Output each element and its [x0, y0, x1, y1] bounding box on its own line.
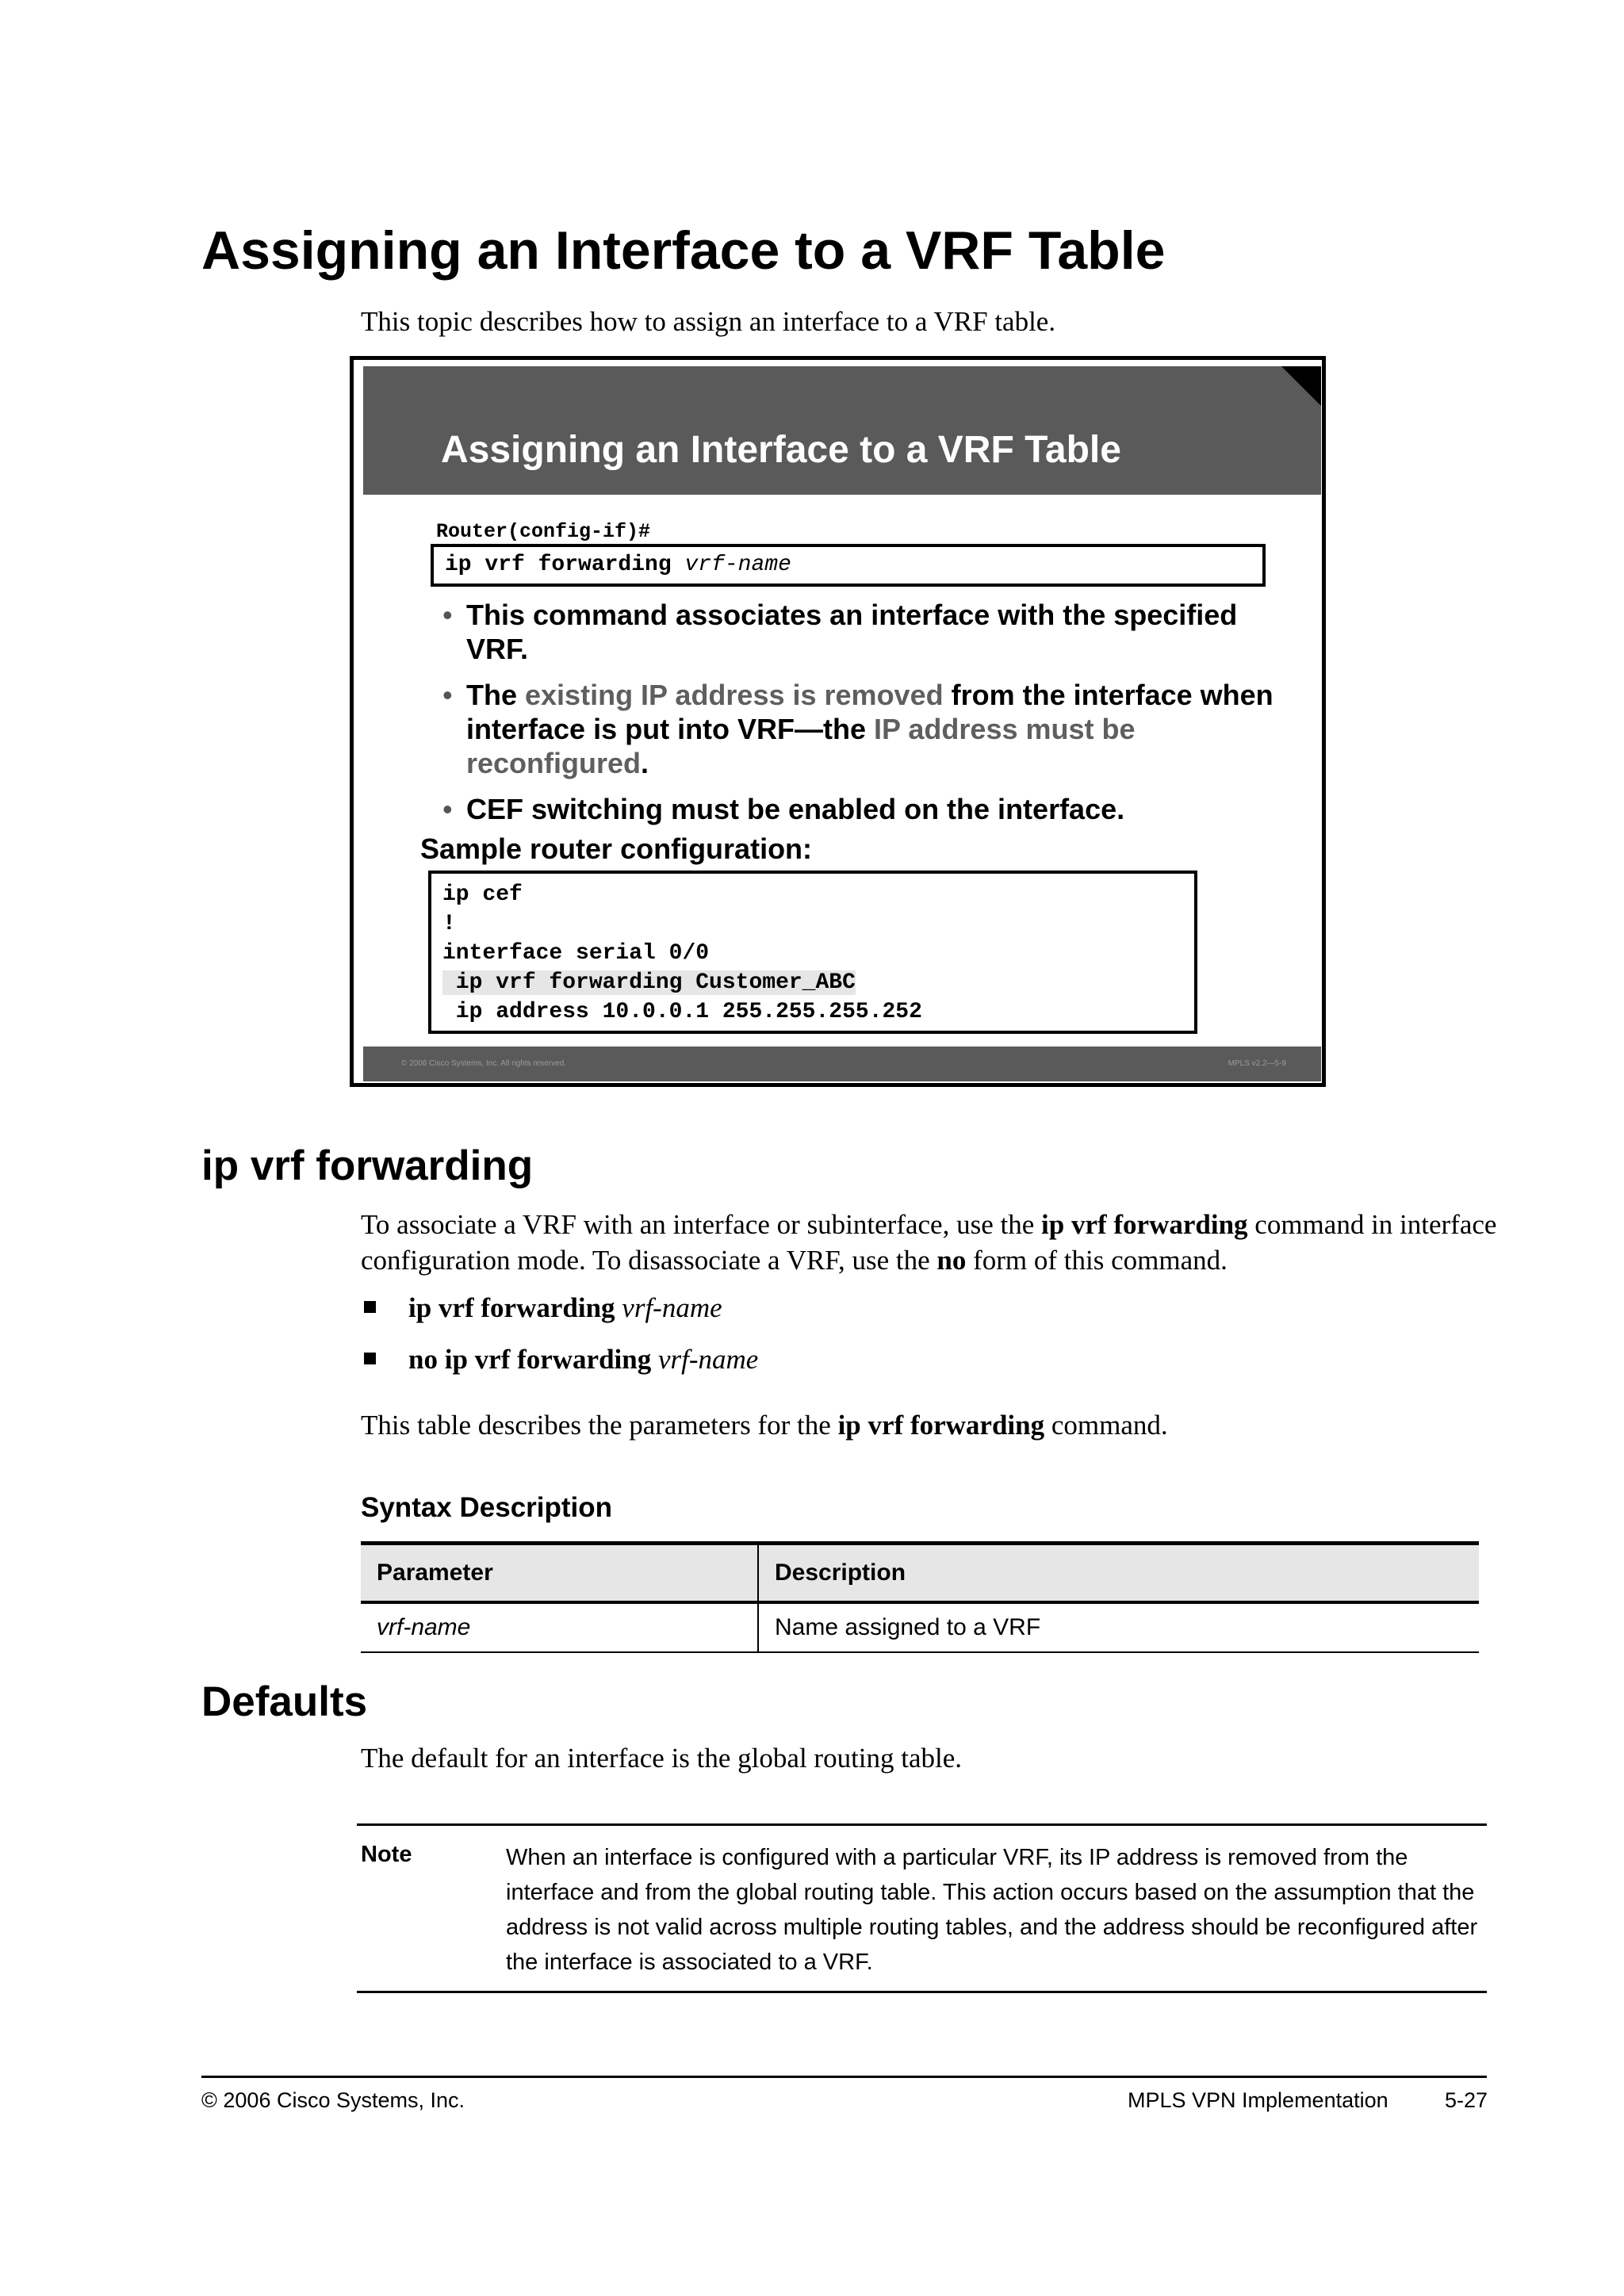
code-line-highlighted	[442, 968, 1194, 997]
code-line: ip address 10.0.0.1 255.255.255.252	[442, 1000, 922, 1024]
list-item	[361, 1290, 758, 1326]
syntax-argument: vrf-name	[622, 1292, 722, 1323]
syntax-keyword: ip vrf forwarding	[408, 1292, 615, 1323]
footer-copyright: © 2006 Cisco Systems, Inc.	[201, 2088, 465, 2112]
slide-canvas	[363, 366, 1321, 1081]
slide-sample-label: Sample router configuration:	[420, 832, 813, 865]
note-box	[357, 1823, 1487, 1993]
slide-bullet-list	[442, 598, 1299, 838]
slide-bullet-text: .	[641, 747, 649, 779]
bullet-dot-icon: •	[442, 599, 453, 631]
footer-page-number: 5-27	[1445, 2088, 1488, 2112]
slide-header	[363, 366, 1321, 495]
slide-bullet-text: CEF switching must be enabled on the interface.	[466, 793, 1125, 825]
text-run: This table describes the parameters for the	[361, 1410, 838, 1441]
ip-vrf-description	[361, 1207, 1503, 1278]
defaults-text: The default for an interface is the global routing table.	[361, 1743, 963, 1774]
slide-bullet	[442, 678, 1299, 780]
slide-command-keyword: ip vrf forwarding	[445, 553, 672, 577]
table-intro-text	[361, 1407, 1168, 1443]
syntax-list	[361, 1290, 758, 1393]
text-run-bold: no	[936, 1245, 967, 1276]
slide-command-arg: vrf-name	[684, 553, 791, 577]
note-label: Note	[361, 1842, 412, 1867]
slide-bullet-highlight: existing IP address is removed	[525, 679, 944, 711]
slide-footer-copyright: © 2006 Cisco Systems, Inc. All rights reserved.	[401, 1059, 567, 1068]
bullet-dot-icon: •	[442, 793, 453, 825]
slide-code-box	[428, 871, 1197, 1034]
column-header: Description	[758, 1544, 1479, 1603]
slide-footer	[363, 1047, 1321, 1081]
square-bullet-icon	[364, 1301, 376, 1313]
text-run: To associate a VRF with an interface or subinterface, use the	[361, 1209, 1041, 1240]
table-cell-parameter: vrf-name	[361, 1602, 758, 1652]
table-header-row	[361, 1544, 1479, 1603]
syntax-keyword: no ip vrf forwarding	[408, 1344, 652, 1375]
code-line: ip cef	[442, 882, 523, 907]
text-run-bold: ip vrf forwarding	[1041, 1209, 1248, 1240]
code-line: !	[442, 912, 456, 936]
slide-bullet-text: The	[466, 679, 526, 711]
slide-bullet-text: This command associates an interface with the specified VRF.	[466, 599, 1238, 665]
text-run: command in interface configuration mode. To disassociate a VRF, use the	[361, 1209, 1497, 1276]
column-header: Parameter	[361, 1544, 758, 1603]
code-highlight: ip vrf forwarding Customer_ABC	[442, 970, 856, 995]
slide-figure	[350, 356, 1326, 1087]
text-run: command.	[1044, 1410, 1168, 1441]
slide-command-prompt: Router(config-if)#	[436, 520, 651, 543]
note-text: When an interface is configured with a particular VRF, its IP address is removed from the interface and from the global routing table. This action occurs based on the assumption that the address is not valid across multiple routing tables, and the address should be reconfigured after the interface is associated to a VRF.	[506, 1845, 1478, 1975]
footer-book-title: MPLS VPN Implementation	[1128, 2088, 1388, 2112]
table-cell-description: Name assigned to a VRF	[758, 1602, 1479, 1652]
syntax-table	[361, 1541, 1479, 1653]
section-heading-ip-vrf-forwarding: ip vrf forwarding	[201, 1142, 534, 1189]
slide-bullet	[442, 598, 1299, 666]
list-item	[361, 1341, 758, 1377]
slide-footer-code: MPLS v2.2—5-9	[1228, 1059, 1286, 1068]
intro-text: This topic describes how to assign an interface to a VRF table.	[361, 306, 1056, 337]
slide-command-box	[431, 544, 1266, 587]
section-heading-defaults: Defaults	[201, 1678, 368, 1725]
syntax-argument: vrf-name	[658, 1344, 759, 1375]
page-title: Assigning an Interface to a VRF Table	[201, 220, 1166, 281]
text-run: form of this command.	[966, 1245, 1228, 1276]
slide-bullet	[442, 792, 1299, 826]
table-row	[361, 1602, 1479, 1652]
text-run-bold: ip vrf forwarding	[837, 1410, 1045, 1441]
slide-corner-decoration	[1281, 366, 1321, 406]
bullet-dot-icon: •	[442, 679, 453, 711]
syntax-description-label: Syntax Description	[361, 1492, 613, 1523]
slide-bullet-highlight: IP address must be reconfigured	[466, 713, 1136, 779]
slide-bullet-text: from the interface when interface is put into VRF—the	[466, 679, 1274, 745]
code-line: interface serial 0/0	[442, 941, 710, 966]
slide-title: Assigning an Interface to a VRF Table	[441, 429, 1121, 471]
square-bullet-icon	[364, 1353, 376, 1364]
footer-divider	[201, 2076, 1487, 2078]
